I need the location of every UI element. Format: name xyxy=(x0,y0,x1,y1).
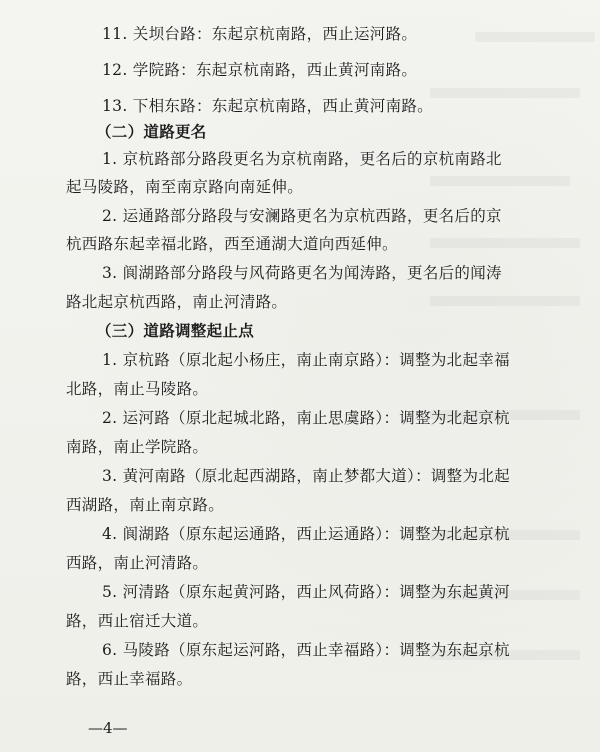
text-line: 11. 关坝台路：东起京杭南路，西止运河路。 xyxy=(102,25,418,43)
bleed-through-mark xyxy=(430,88,580,98)
text-line: 路，西止宿迁大道。 xyxy=(66,612,209,630)
text-line: 路，西止幸福路。 xyxy=(66,670,193,688)
text-line: 2. 运通路部分路段与安澜路更名为京杭西路，更名后的京 xyxy=(102,207,502,225)
text-line: 6. 马陵路（原东起运河路，西止幸福路）：调整为东起京杭 xyxy=(102,641,510,659)
text-line: 西路，南止河清路。 xyxy=(66,554,209,572)
text-line: 起马陵路，南至南京路向南延伸。 xyxy=(66,178,304,196)
text-line: 西湖路，南止南京路。 xyxy=(66,496,225,514)
bleed-through-mark xyxy=(430,296,580,306)
text-line: 2. 运河路（原北起城北路，南止思虞路）：调整为北起京杭 xyxy=(102,409,510,427)
text-line: 南路，南止学院路。 xyxy=(66,438,209,456)
page-number: —4— xyxy=(88,719,128,737)
text-line: 北路，南止马陵路。 xyxy=(66,380,209,398)
section-heading: （三）道路调整起止点 xyxy=(96,321,255,340)
text-line: 4. 阆湖路（原东起运通路，西止运通路）：调整为北起京杭 xyxy=(102,525,510,543)
text-line: 5. 河清路（原东起黄河路，西止风荷路）：调整为东起黄河 xyxy=(102,583,510,601)
section-heading: （二）道路更名 xyxy=(96,122,207,141)
bleed-through-mark xyxy=(430,238,580,248)
text-line: 3. 阆湖路部分路段与风荷路更名为闻涛路，更名后的闻涛 xyxy=(102,264,502,282)
text-line: 1. 京杭路部分路段更名为京杭南路，更名后的京杭南路北 xyxy=(102,150,502,168)
bleed-through-mark xyxy=(430,176,570,186)
text-line: 1. 京杭路（原北起小杨庄，南止南京路）：调整为北起幸福 xyxy=(102,351,510,369)
text-line: 路北起京杭西路，南止河清路。 xyxy=(66,293,288,311)
text-line: 13. 下相东路：东起京杭南路，西止黄河南路。 xyxy=(102,97,433,115)
text-line: 12. 学院路：东起京杭南路，西止黄河南路。 xyxy=(102,61,418,79)
bleed-through-mark xyxy=(475,32,595,42)
text-line: 3. 黄河南路（原北起西湖路，南止梦都大道）：调整为北起 xyxy=(102,467,510,485)
text-line: 杭西路东起幸福北路，西至通湖大道向西延伸。 xyxy=(66,235,398,253)
